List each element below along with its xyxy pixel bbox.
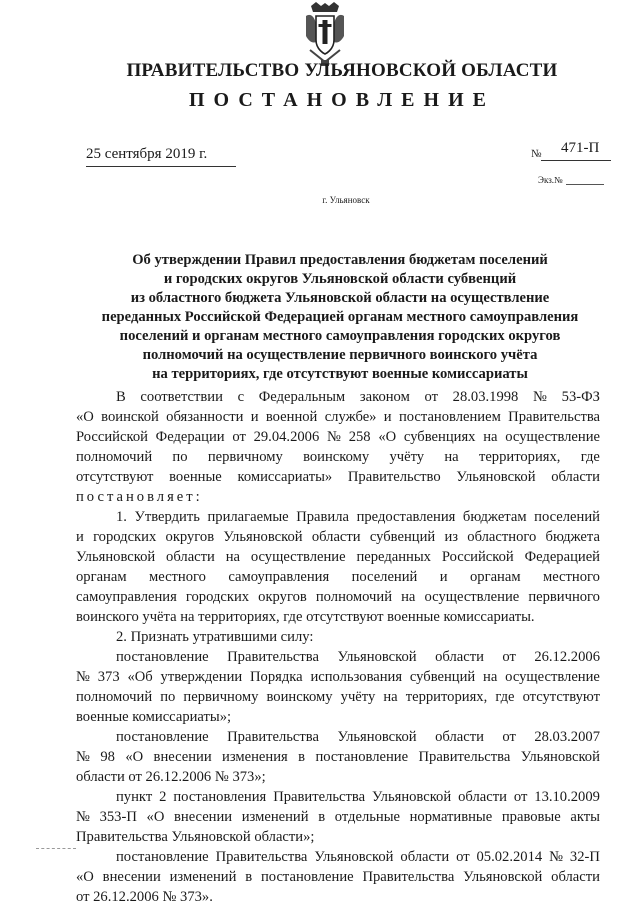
body-line: № 98 «О внесении изменения в постановление Правительства Ульяновской	[76, 749, 600, 765]
copy-number-label: Экз.№	[538, 175, 563, 185]
title-line: из областного бюджета Ульяновской области на осуществление	[130, 290, 550, 306]
body-line: № 353-П «О внесении изменений в отдельные нормативные правовые акты	[76, 809, 600, 825]
body-line: и городских округов Ульяновской области субвенций из областного бюджета	[76, 529, 600, 545]
body-line: «О внесении изменений в постановление Правительства Ульяновской области	[76, 869, 600, 885]
body-line: В соответствии с Федеральным законом от 28.03.1998 № 53-ФЗ	[116, 389, 600, 405]
number-label: №	[531, 148, 542, 160]
body-line: воинского учёта на территориях, где отсутствуют военные комиссариаты.	[76, 609, 535, 625]
body-line: Правительства Ульяновской области»;	[76, 829, 315, 845]
decree-number: 471-П	[561, 140, 600, 156]
body-line: области от 26.12.2006 № 373»;	[76, 769, 266, 785]
body-line: от 26.12.2006 № 373».	[76, 889, 213, 905]
document-body	[76, 387, 600, 907]
date-underline	[86, 166, 236, 167]
body-line: № 373 «Об утверждении Порядка использования субвенций на осуществление	[76, 669, 600, 685]
body-line: военные комиссариаты»;	[76, 709, 232, 725]
body-line: пункт 2 постановления Правительства Ульяновской области от 13.10.2009	[116, 789, 600, 805]
body-line: органам местного самоуправления поселений и органам местного	[76, 569, 600, 585]
body-line: самоуправления городских округов полномочий на осуществление первичного	[76, 589, 600, 605]
body-line: постановление Правительства Ульяновской области от 05.02.2014 № 32-П	[116, 849, 600, 865]
decree-title: ПОСТАНОВЛЕНИЕ	[189, 89, 495, 111]
body-line: 1. Утвердить прилагаемые Правила предоставления бюджетам поселений	[116, 509, 600, 525]
document-title	[96, 251, 584, 384]
body-line: полномочий по первичному воинскому учёту на территориях, где отсутствуют	[76, 689, 600, 705]
government-title: ПРАВИТЕЛЬСТВО УЛЬЯНОВСКОЙ ОБЛАСТИ	[126, 60, 558, 81]
title-line: переданных Российской Федерацией органам местного самоуправления	[101, 309, 579, 325]
title-line: и городских округов Ульяновской области субвенций	[163, 271, 517, 287]
title-line: на территориях, где отсутствуют военные комиссариаты	[152, 366, 528, 382]
title-line: Об утверждении Правил предоставления бюджетам поселений	[132, 252, 548, 268]
copy-number-underline	[566, 184, 604, 185]
body-line: Ульяновской области на осуществление переданных Российской Федерацией	[76, 549, 600, 565]
number-underline	[541, 160, 611, 161]
city: г. Ульяновск	[322, 195, 370, 205]
body-line: постановление Правительства Ульяновской области от 28.03.2007	[116, 729, 600, 745]
body-line: отсутствуют военные комиссариаты» Правительство Ульяновской области	[76, 469, 600, 485]
corner-mark	[36, 848, 76, 849]
coat-of-arms-icon	[302, 2, 348, 68]
body-line: 2. Признать утратившими силу:	[116, 629, 314, 645]
body-line: постановление Правительства Ульяновской области от 26.12.2006	[116, 649, 600, 665]
title-line: полномочий на осуществление первичного воинского учёта	[142, 347, 538, 363]
title-line: поселений и органам местного самоуправления городских округов	[119, 328, 561, 344]
decree-date: 25 сентября 2019 г.	[86, 146, 208, 162]
body-line: Российской Федерации от 29.04.2006 № 258 «О субвенциях на осуществление	[76, 429, 600, 445]
body-line: полномочий по первичному воинскому учёту на территориях, где	[76, 449, 600, 465]
body-line: «О воинской обязанности и военной службе» и постановлением Правительства	[76, 409, 600, 425]
body-line: постановляет:	[76, 489, 203, 505]
